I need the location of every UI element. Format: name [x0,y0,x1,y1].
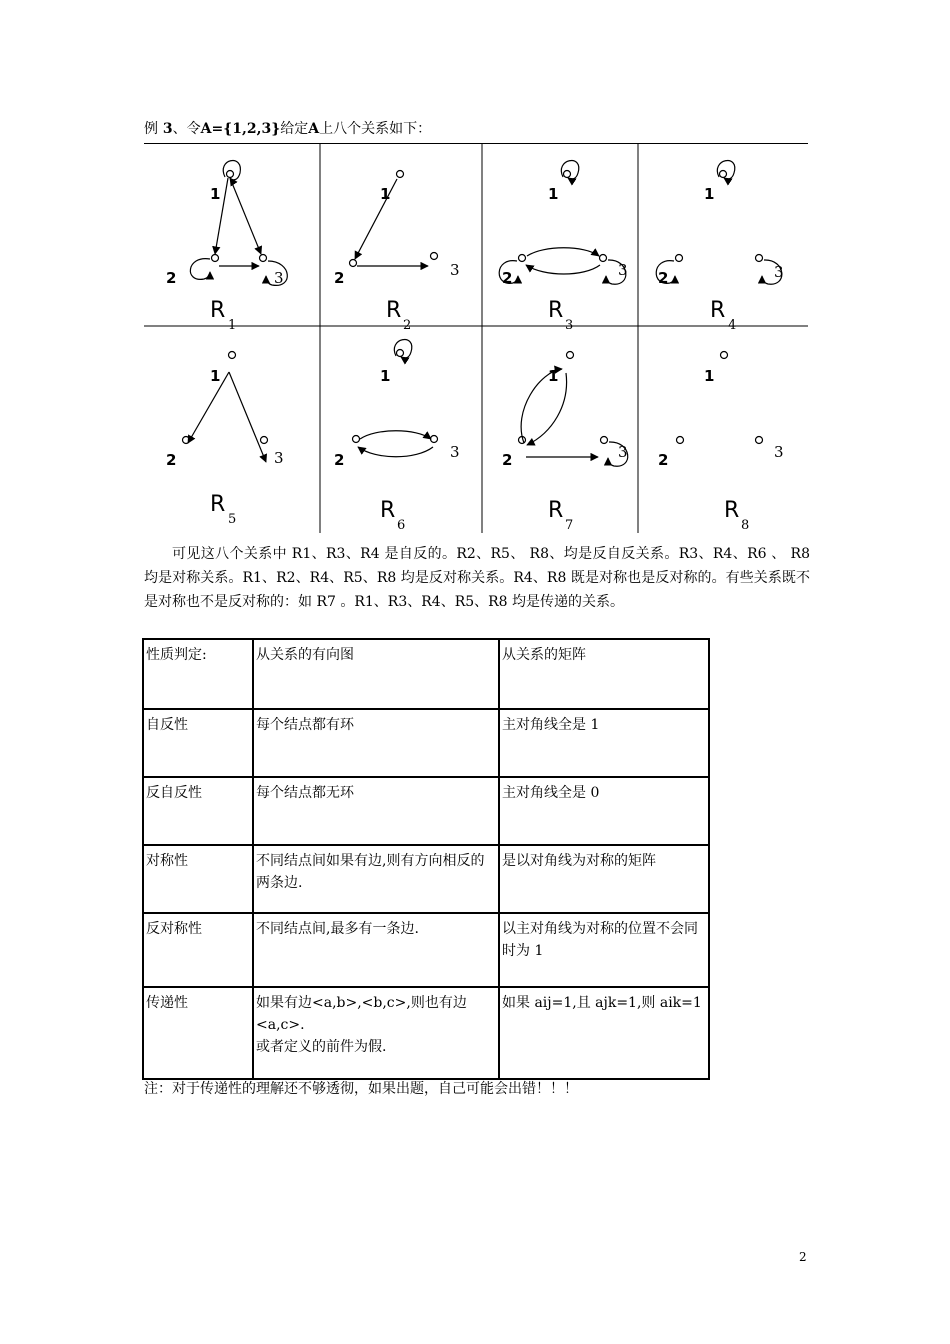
node-label-2: 2 [502,269,513,287]
summary-paragraph: 可见这八个关系中 R1、R3、R4 是自反的。R2、R5、 R8、均是反自反关系。R3、R4、R6 、 R8 均是对称关系。R1、R2、R4、R5、R8 均是反对称关系。R4、R8 既是对称也是反对称的。有些关系既不是对称也不是反对称的：如 R7 。R1、R3、R4、R5、R8 均是传递的关系。 [144,546,810,610]
table-cell: 每个结点都有环 [253,709,499,777]
table-cell: 以主对角线为对称的位置不会同时为 1 [499,913,709,987]
node-label-1: 1 [380,367,391,385]
relation-graphs-grid [144,143,808,533]
relation-graphs-svg [144,143,808,533]
node-label-2: 2 [334,269,345,287]
page-number: 2 [799,1250,807,1264]
relation-sub-r2: 2 [403,318,412,333]
node-label-3: 3 [774,443,784,461]
graph-r1 [190,161,287,286]
table-row [143,777,709,845]
graph-r5 [183,352,268,463]
node-label-3: 3 [274,449,284,467]
relation-name-r2: R [386,298,402,323]
table-cell [253,987,499,1079]
node-label-3: 3 [618,261,628,279]
relation-sub-r7: 7 [565,518,574,533]
table-cell: 自反性 [143,709,253,777]
node-label-1: 1 [210,367,221,385]
relation-sub-r6: 6 [397,518,406,533]
table-cell: 从关系的有向图 [253,639,499,709]
node-label-3: 3 [450,443,460,461]
graph-r1-labels [166,185,220,287]
node-label-1: 1 [704,185,715,203]
node-label-2: 2 [166,451,177,469]
graph-r6 [353,340,438,457]
graph-r7 [519,352,628,467]
relation-name-r1: R [210,298,226,323]
relation-sub-r4: 4 [728,318,737,333]
node-label-3: 3 [274,269,284,287]
table-cell: 是以对角线为对称的矩阵 [499,845,709,913]
table-row [143,987,709,1079]
cell-line: 或者定义的前件为假. [256,1039,387,1055]
node-label-1: 1 [548,367,559,385]
relation-name-r8: R [724,498,740,523]
node-label-3: 3 [450,261,460,279]
graph-r8 [677,352,763,444]
node-label-2: 2 [502,451,513,469]
node-label-2: 2 [658,269,669,287]
graph-r3 [499,161,626,285]
table-cell: 对称性 [143,845,253,913]
relation-name-r3: R [548,298,564,323]
table-cell: 不同结点间,最多有一条边. [253,913,499,987]
table-row [143,709,709,777]
table-row [143,913,709,987]
table-cell: 反自反性 [143,777,253,845]
cell-line: 如果有边<a,b>,<b,c>,则也有边<a,c>. [256,995,467,1033]
node-label-2: 2 [166,269,177,287]
node-label-2: 2 [334,451,345,469]
node-label-1: 1 [548,185,559,203]
node-label-1: 1 [210,185,221,203]
footnote: 注：对于传递性的理解还不够透彻，如果出题，自己可能会出错！！！ [144,1081,578,1097]
table-cell: 不同结点间如果有边,则有方向相反的两条边. [253,845,499,913]
relation-name-r7: R [548,498,564,523]
table-cell: 主对角线全是 1 [499,709,709,777]
properties-table [142,638,710,1080]
table-cell: 性质判定: [143,639,253,709]
table-row [143,845,709,913]
table-cell: 如果 aij=1,且 ajk=1,则 aik=1 [499,987,709,1079]
node-label-1: 1 [380,185,391,203]
relation-sub-r3: 3 [565,318,574,333]
example-title: 例 3、令A={1,2,3}给定A上八个关系如下： [144,121,432,137]
relation-name-r6: R [380,498,396,523]
table-cell: 每个结点都无环 [253,777,499,845]
table-cell: 从关系的矩阵 [499,639,709,709]
relation-sub-r5: 5 [228,512,237,527]
relation-sub-r8: 8 [741,518,750,533]
node-label-1: 1 [704,367,715,385]
node-label-3: 3 [618,443,628,461]
table-header-row [143,639,709,709]
node-label-3: 3 [774,263,784,281]
graph-r4 [656,161,782,285]
relation-name-r5: R [210,492,226,517]
relation-sub-r1: 1 [228,318,237,333]
node-label-2: 2 [658,451,669,469]
table-cell: 主对角线全是 0 [499,777,709,845]
table-cell: 传递性 [143,987,253,1079]
graph-r2 [350,171,438,267]
relation-name-r4: R [710,298,726,323]
table-cell: 反对称性 [143,913,253,987]
